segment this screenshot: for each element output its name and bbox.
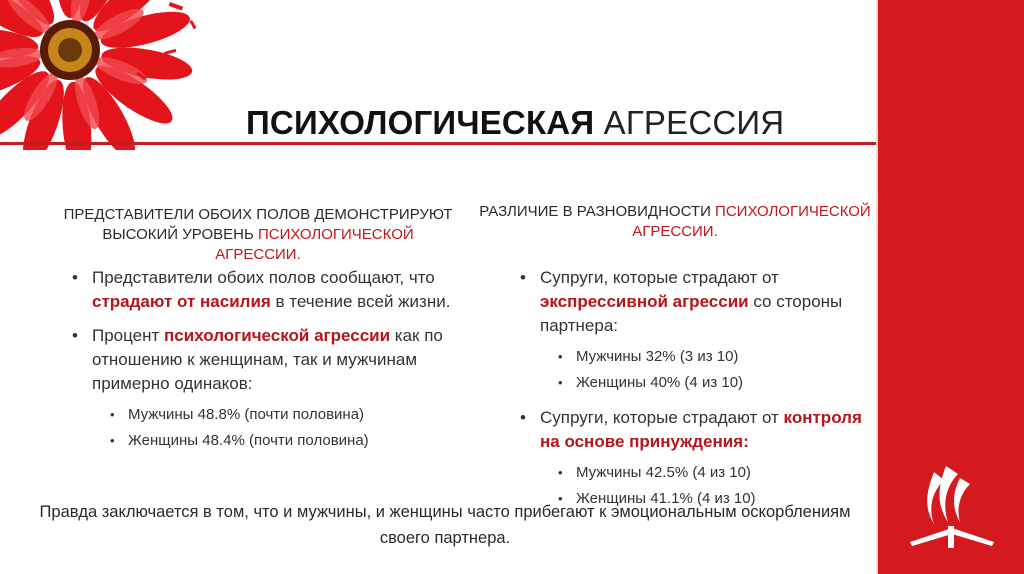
item-emphasis: страдают от насилия xyxy=(92,292,271,311)
title-divider xyxy=(0,142,878,145)
bottom-statement: Правда заключается в том, что и мужчины, и женщины часто прибегают к эмоциональным оскорблениям своего партнера. xyxy=(39,503,851,547)
item-text: Процент xyxy=(92,326,165,345)
list-item xyxy=(72,266,492,314)
sub-list-item xyxy=(558,370,880,396)
right-heading-red: ПСИХОЛОГИЧЕСКОЙ АГРЕССИИ. xyxy=(632,203,871,240)
right-heading-plain: РАЗЛИЧИЕ В РАЗНОВИДНОСТИ xyxy=(479,203,716,220)
list-item xyxy=(72,324,492,454)
sub-bullet: • xyxy=(110,407,115,422)
sub-bullet: • xyxy=(558,349,563,364)
left-heading-line2-plain: ВЫСОКИЙ УРОВЕНЬ xyxy=(102,226,258,243)
sub-list-item xyxy=(110,428,492,454)
left-heading-line1: ПРЕДСТАВИТЕЛИ ОБОИХ ПОЛОВ ДЕМОНСТРИРУЮТ xyxy=(63,206,453,223)
left-heading xyxy=(58,205,458,265)
bullet: • xyxy=(520,268,526,287)
sub-item-text: Мужчины 48.8% (почти половина) xyxy=(128,406,365,423)
item-text: со стороны партнера: xyxy=(540,292,843,335)
item-emphasis: психологической агрессии xyxy=(164,326,391,345)
title-part-light: АГРЕССИЯ xyxy=(603,104,785,141)
church-logo-icon xyxy=(904,462,1000,554)
item-text: Супруги, которые страдают от xyxy=(540,268,779,287)
item-text: Супруги, которые страдают от xyxy=(540,408,784,427)
bullet: • xyxy=(72,326,78,345)
sub-bullet: • xyxy=(558,375,563,390)
item-emphasis: контроля на основе принуждения: xyxy=(540,408,862,451)
bullet: • xyxy=(520,408,526,427)
sub-item-text: Женщины 48.4% (почти половина) xyxy=(128,432,369,449)
item-text: как по отношению к женщинам, так и мужчинам примерно одинаков: xyxy=(92,326,443,393)
item-emphasis: экспрессивной агрессии xyxy=(540,292,749,311)
sub-bullet: • xyxy=(558,491,563,506)
item-text: в течение всей жизни. xyxy=(270,292,451,311)
sub-bullet: • xyxy=(558,465,563,480)
page-title xyxy=(246,104,784,142)
list-item xyxy=(520,406,880,512)
sub-list-item xyxy=(110,402,492,428)
right-column xyxy=(520,266,880,522)
sub-list xyxy=(92,402,492,454)
sub-list-item xyxy=(558,344,880,370)
sub-bullet: • xyxy=(110,433,115,448)
flower-illustration xyxy=(0,0,220,150)
right-heading xyxy=(470,202,880,242)
sub-item-text: Женщины 40% (4 из 10) xyxy=(576,374,744,391)
left-heading-line2-red: ПСИХОЛОГИЧЕСКОЙ АГРЕССИИ. xyxy=(215,226,414,263)
item-text: Представители обоих полов сообщают, что xyxy=(92,268,435,287)
bullet: • xyxy=(72,268,78,287)
sub-item-text: Мужчины 42.5% (4 из 10) xyxy=(576,464,751,481)
right-band xyxy=(878,0,1024,574)
sub-list-item xyxy=(558,460,880,486)
title-part-bold: ПСИХОЛОГИЧЕСКАЯ xyxy=(246,104,595,141)
list-item xyxy=(520,266,880,396)
sub-item-text: Мужчины 32% (3 из 10) xyxy=(576,348,739,365)
sub-list xyxy=(540,344,880,396)
left-column xyxy=(72,266,492,464)
sub-item-text: Женщины 41.1% (4 из 10) xyxy=(576,490,756,507)
